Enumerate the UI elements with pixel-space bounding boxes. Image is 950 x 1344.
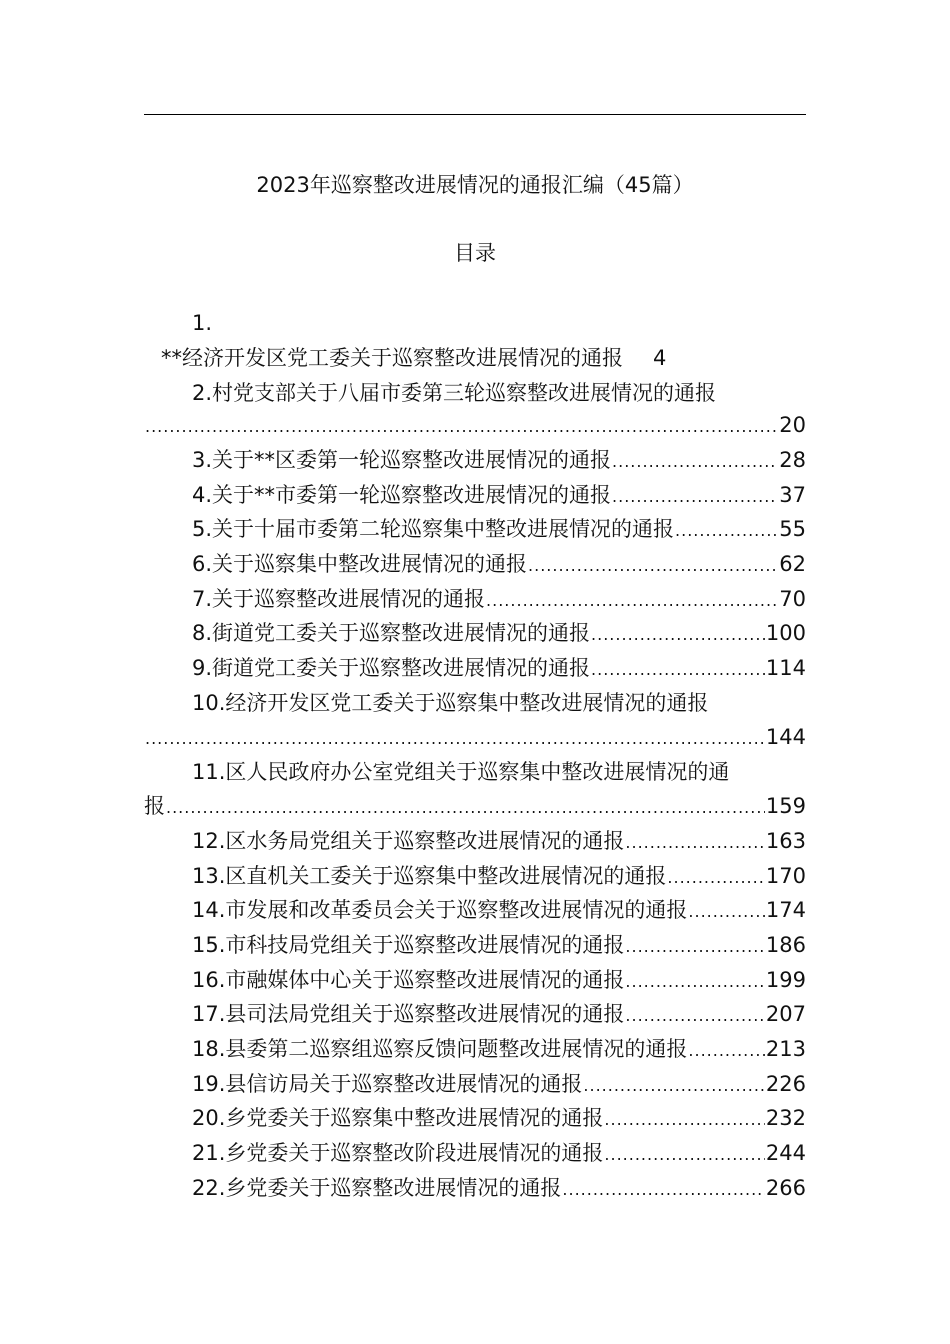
leader-dots <box>591 617 765 652</box>
toc-entry-number: 13. <box>192 864 226 888</box>
toc-entry-18[interactable] <box>144 1032 806 1067</box>
toc-entry-3[interactable] <box>144 443 806 478</box>
toc-entry-number: 15. <box>192 933 226 957</box>
toc-entry-page: 174 <box>765 898 806 922</box>
leader-dots <box>667 860 765 895</box>
toc-entry-page: 62 <box>779 552 806 576</box>
toc-entry-title: 县信访局关于巡察整改进展情况的通报 <box>225 1072 583 1096</box>
toc-entry-title: 县委第二巡察组巡察反馈问题整改进展情况的通报 <box>225 1037 688 1061</box>
toc-entry-page: 159 <box>765 794 806 818</box>
toc-entry-title: 关于**区委第一轮巡察整改进展情况的通报 <box>212 448 612 472</box>
toc-entry-page: 37 <box>779 483 806 507</box>
leader-dots <box>583 1068 765 1103</box>
toc-entry-1-title-line[interactable] <box>144 341 806 376</box>
toc-entry-page: 244 <box>765 1141 806 1165</box>
leader-dots <box>625 998 765 1033</box>
toc-entry-22[interactable] <box>144 1171 806 1206</box>
leader-dots <box>166 790 765 825</box>
toc-entry-14[interactable] <box>144 893 806 928</box>
header-rule <box>144 114 806 115</box>
toc-entry-5[interactable] <box>144 512 806 547</box>
toc-entry-page: 20 <box>779 413 806 437</box>
toc-entry-title-continuation: 报 <box>144 794 165 818</box>
toc-entry-6[interactable] <box>144 547 806 582</box>
leader-dots <box>145 721 765 756</box>
toc-entry-21[interactable] <box>144 1136 806 1171</box>
toc-entry-title: 区人民政府办公室党组关于巡察集中整改进展情况的通 <box>225 760 730 784</box>
toc-heading: 目录 <box>454 241 496 265</box>
toc-entry-16[interactable] <box>144 963 806 998</box>
toc-entry-title: 关于**市委第一轮巡察整改进展情况的通报 <box>212 483 612 507</box>
toc-entry-title: 区水务局党组关于巡察整改进展情况的通报 <box>225 829 625 853</box>
toc-entry-page: 70 <box>779 587 806 611</box>
toc-entry-number: 12. <box>192 829 226 853</box>
toc-entry-page: 170 <box>765 864 806 888</box>
toc-entry-number: 10. <box>192 691 226 715</box>
toc-entry-number: 3. <box>192 448 213 472</box>
toc-entry-page: 213 <box>765 1037 806 1061</box>
toc-entry-7[interactable] <box>144 582 806 617</box>
toc-entry-2-page-line[interactable] <box>144 408 806 443</box>
toc-entry-page: 100 <box>765 621 806 645</box>
toc-entry-2-title-line[interactable] <box>144 376 806 411</box>
leader-dots <box>675 513 778 548</box>
toc-entry-number: 17. <box>192 1002 226 1026</box>
leader-dots <box>604 1102 765 1137</box>
toc-entry-page: 266 <box>765 1176 806 1200</box>
toc-entry-page: 226 <box>765 1072 806 1096</box>
toc-entry-number: 19. <box>192 1072 226 1096</box>
toc-entry-page: 114 <box>765 656 806 680</box>
toc-entry-number: 18. <box>192 1037 226 1061</box>
toc-entry-number: 21. <box>192 1141 226 1165</box>
toc-entry-number: 1. <box>192 311 213 335</box>
toc-entry-number: 22. <box>192 1176 226 1200</box>
toc-entry-title: **经济开发区党工委关于巡察整改进展情况的通报 <box>161 346 623 370</box>
toc-entry-4[interactable] <box>144 478 806 513</box>
toc-entry-title: 乡党委关于巡察集中整改进展情况的通报 <box>225 1106 604 1130</box>
toc-entry-title: 街道党工委关于巡察整改进展情况的通报 <box>212 621 591 645</box>
toc-entry-11-page-line[interactable] <box>144 789 806 824</box>
toc-entry-number: 2. <box>192 381 213 405</box>
toc-entry-page: 232 <box>765 1106 806 1130</box>
toc-entry-19[interactable] <box>144 1067 806 1102</box>
leader-dots <box>604 1137 765 1172</box>
leader-dots <box>612 444 778 479</box>
toc-entry-number: 16. <box>192 968 226 992</box>
leader-dots <box>145 409 778 444</box>
toc-entry-title: 区直机关工委关于巡察集中整改进展情况的通报 <box>225 864 667 888</box>
toc-entry-number: 14. <box>192 898 226 922</box>
toc-entry-number: 8. <box>192 621 213 645</box>
leader-dots <box>562 1172 765 1207</box>
toc-entry-15[interactable] <box>144 928 806 963</box>
leader-dots <box>528 548 778 583</box>
toc-entry-1-number-line[interactable] <box>144 306 806 341</box>
toc-entry-title: 关于十届市委第二轮巡察集中整改进展情况的通报 <box>212 517 675 541</box>
toc-entry-title: 市融媒体中心关于巡察整改进展情况的通报 <box>225 968 625 992</box>
toc-entry-title: 县司法局党组关于巡察整改进展情况的通报 <box>225 1002 625 1026</box>
toc-entry-title: 乡党委关于巡察整改阶段进展情况的通报 <box>225 1141 604 1165</box>
toc-entry-title: 街道党工委关于巡察整改进展情况的通报 <box>212 656 591 680</box>
toc-entry-10-page-line[interactable] <box>144 720 806 755</box>
leader-dots <box>625 964 765 999</box>
toc-entry-8[interactable] <box>144 616 806 651</box>
toc-entry-12[interactable] <box>144 824 806 859</box>
toc-entry-number: 5. <box>192 517 213 541</box>
toc-entry-page: 4 <box>653 346 667 370</box>
leader-dots <box>625 929 765 964</box>
toc-entry-page: 186 <box>765 933 806 957</box>
toc-entry-number: 6. <box>192 552 213 576</box>
toc-entry-10-title-line[interactable] <box>144 686 806 721</box>
leader-dots <box>688 1033 765 1068</box>
toc-entry-title: 乡党委关于巡察整改进展情况的通报 <box>225 1176 562 1200</box>
toc-entry-title: 经济开发区党工委关于巡察集中整改进展情况的通报 <box>225 691 709 715</box>
leader-dots <box>486 583 778 618</box>
toc-entry-page: 207 <box>765 1002 806 1026</box>
toc-entry-number: 7. <box>192 587 213 611</box>
leader-dots <box>625 825 765 860</box>
toc-entry-page: 28 <box>779 448 806 472</box>
toc-entry-13[interactable] <box>144 859 806 894</box>
toc-entry-page: 199 <box>765 968 806 992</box>
toc-entry-17[interactable] <box>144 997 806 1032</box>
leader-dots <box>591 652 765 687</box>
toc-entry-title: 市发展和改革委员会关于巡察整改进展情况的通报 <box>225 898 688 922</box>
toc-entry-20[interactable] <box>144 1101 806 1136</box>
toc-entry-page: 163 <box>765 829 806 853</box>
toc-entry-number: 11. <box>192 760 226 784</box>
leader-dots <box>612 479 778 514</box>
toc-entry-9[interactable] <box>144 651 806 686</box>
toc-entry-number: 4. <box>192 483 213 507</box>
document-title: 2023年巡察整改进展情况的通报汇编（45篇） <box>256 173 694 197</box>
toc-entry-title: 关于巡察集中整改进展情况的通报 <box>212 552 528 576</box>
toc-entry-number: 9. <box>192 656 213 680</box>
toc-entry-title: 市科技局党组关于巡察整改进展情况的通报 <box>225 933 625 957</box>
toc-entry-title: 村党支部关于八届市委第三轮巡察整改进展情况的通报 <box>212 381 717 405</box>
leader-dots <box>688 894 765 929</box>
toc-entry-number: 20. <box>192 1106 226 1130</box>
toc-entry-page: 55 <box>779 517 806 541</box>
toc-entry-11-title-line[interactable] <box>144 755 806 790</box>
toc-entry-page: 144 <box>765 725 806 749</box>
toc-entry-title: 关于巡察整改进展情况的通报 <box>212 587 486 611</box>
